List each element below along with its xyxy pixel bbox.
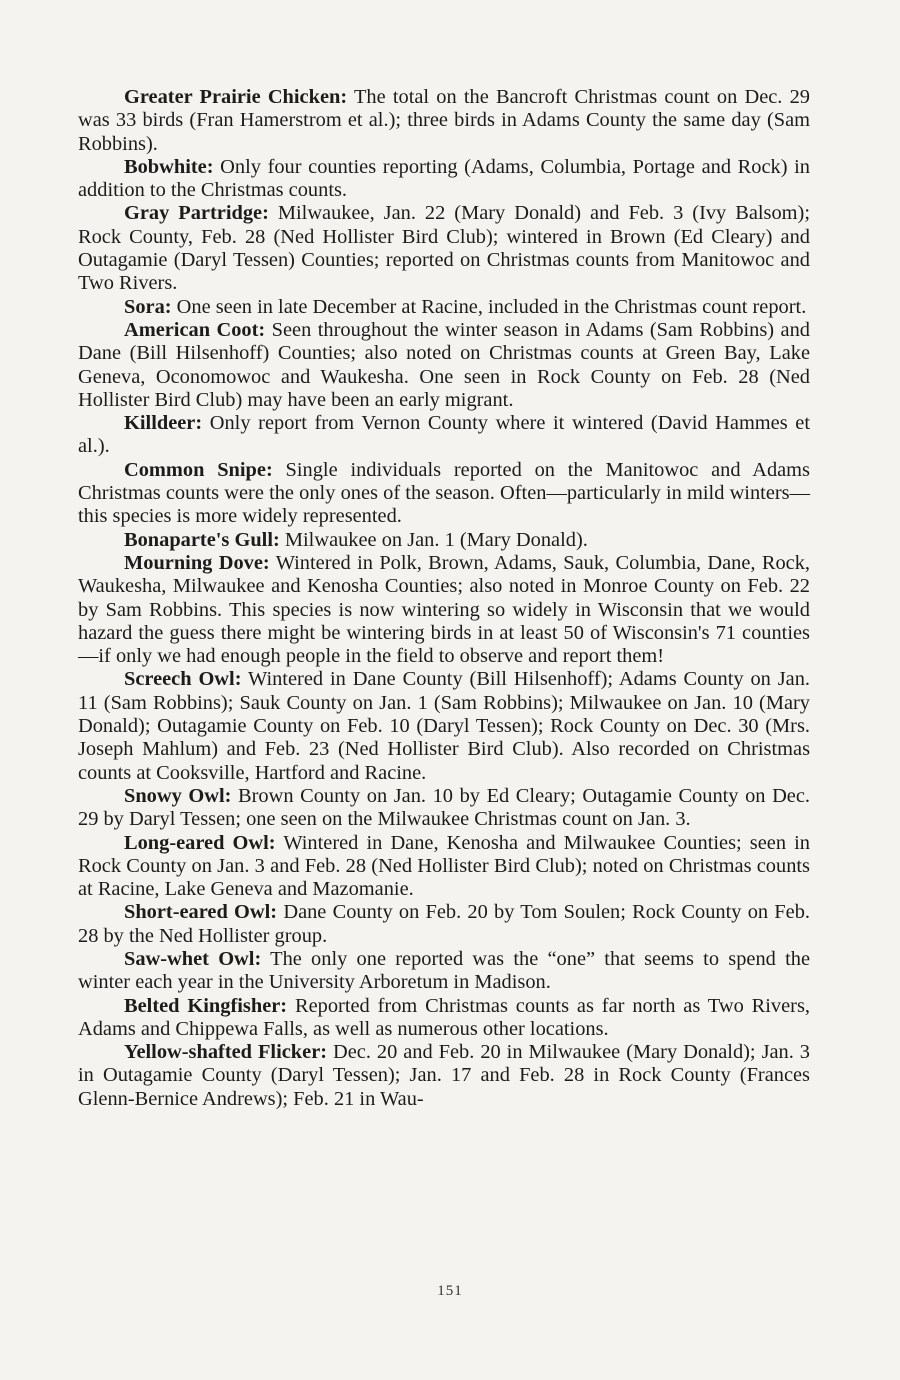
entry-gray-partridge: [78, 202, 810, 295]
entry-screech-owl: [78, 668, 810, 784]
entry-text: Wintered in Dane, Kenosha and Milwaukee Counties; seen in Rock County on Jan. 3 and Feb. 28 (Ned Hollister Bird Club); noted on Christmas counts at Racine, Lake Geneva and Mazomanie.: [78, 831, 810, 901]
entry-mourning-dove: [78, 552, 810, 668]
entry-text: Reported from Christmas counts as far north as Two Rivers, Adams and Chippewa Falls, as well as numerous other locations.: [78, 994, 810, 1040]
entry-sora: [78, 296, 810, 319]
entry-text: Only four counties reporting (Adams, Columbia, Portage and Rock) in addition to the Christmas counts.: [78, 155, 810, 202]
entry-common-snipe: [78, 459, 810, 529]
entry-text: Dec. 20 and Feb. 20 in Milwaukee (Mary Donald); Jan. 3 in Outagamie County (Daryl Tessen); Jan. 17 and Feb. 28 in Rock County (Frances Glenn-Bernice Andrews); Feb. 21 in Wau-: [78, 1041, 811, 1110]
entry-text: Dane County on Feb. 20 by Tom Soulen; Rock County on Feb. 28 by the Ned Hollister group.: [78, 901, 810, 947]
species-name: Greater Prairie Chicken:: [124, 86, 348, 108]
entry-yellow-shafted-flicker: [78, 1041, 810, 1111]
species-name: Gray Partridge:: [124, 202, 269, 225]
species-name: Screech Owl:: [124, 668, 242, 691]
entry-short-eared-owl: [78, 901, 810, 948]
species-name: Sora:: [124, 295, 172, 318]
entry-text: One seen in late December at Racine, included in the Christmas count report.: [171, 295, 807, 318]
entry-belted-kingfisher: [78, 995, 810, 1042]
species-name: Common Snipe:: [124, 458, 273, 481]
species-name: Mourning Dove:: [124, 551, 270, 574]
entry-american-coot: [78, 319, 810, 412]
entry-text: The total on the Bancroft Christmas count on Dec. 29 was 33 birds (Fran Hamerstrom et al.); three birds in Adams County the same day (Sam Robbins).: [78, 86, 810, 155]
species-name: Long-eared Owl:: [124, 831, 276, 854]
document-body: [78, 86, 810, 1111]
entry-text: Seen throughout the winter season in Adams (Sam Robbins) and Dane (Bill Hilsenhoff) Counties; also noted on Christmas counts at Green Bay, Lake Geneva, Oconomowoc and Waukesha. One seen in Rock County on Feb. 28 (Ned Hollister Bird Club) may have been an early migrant.: [78, 318, 810, 411]
species-name: Saw-whet Owl:: [124, 947, 262, 970]
entry-saw-whet-owl: [78, 948, 810, 995]
entry-text: Brown County on Jan. 10 by Ed Cleary; Outagamie County on Dec. 29 by Daryl Tessen; one seen on the Milwaukee Christmas count on Jan. 3.: [78, 784, 810, 831]
page-number: 151: [437, 1283, 463, 1299]
entry-bonapartes-gull: [78, 529, 810, 552]
entry-text: Single individuals reported on the Manitowoc and Adams Christmas counts were the only ones of the season. Often—particularly in mild winters—this species is more widely represented.: [78, 458, 810, 528]
entry-text: Only report from Vernon County where it wintered (David Hammes et al.).: [78, 412, 810, 458]
entry-text: Milwaukee, Jan. 22 (Mary Donald) and Feb. 3 (Ivy Balsom); Rock County, Feb. 28 (Ned Hollister Bird Club); wintered in Brown (Ed Cleary) and Outagamie (Daryl Tessen) Counties; reported on Christmas counts from Manitowoc and Two Rivers.: [78, 202, 810, 295]
species-name: Bobwhite:: [124, 155, 214, 178]
species-name: Killdeer:: [124, 412, 203, 435]
entry-text: Milwaukee on Jan. 1 (Mary Donald).: [279, 528, 588, 551]
entry-text: Wintered in Polk, Brown, Adams, Sauk, Columbia, Dane, Rock, Waukesha, Milwaukee and Kenosha Counties; also noted in Monroe County on Feb. 22 by Sam Robbins. This species is now wintering so widely in Wisconsin that we would hazard the guess there might be wintering birds in at least 50 of Wisconsin's 71 counties—if only we had enough people in the field to observe and report them!: [78, 551, 810, 668]
entry-text: Wintered in Dane County (Bill Hilsenhoff); Adams County on Jan. 11 (Sam Robbins); Sauk County on Jan. 1 (Sam Robbins); Milwaukee on Jan. 10 (Mary Donald); Outagamie County on Feb. 10 (Daryl Tessen); Rock County on Dec. 30 (Mrs. Joseph Mahlum) and Feb. 23 (Ned Hollister Bird Club). Also recorded on Christmas counts at Cooksville, Hartford and Racine.: [78, 668, 810, 784]
species-name: Snowy Owl:: [124, 784, 232, 807]
entry-long-eared-owl: [78, 832, 810, 902]
species-name: Bonaparte's Gull:: [124, 528, 280, 551]
entry-greater-prairie-chicken: [78, 86, 810, 156]
entry-snowy-owl: [78, 785, 810, 832]
entry-text: The only one reported was the “one” that seems to spend the winter each year in the University Arboretum in Madison.: [78, 947, 810, 994]
entry-killdeer: [78, 412, 810, 459]
species-name: Yellow-shafted Flicker:: [124, 1041, 328, 1064]
entry-bobwhite: [78, 156, 810, 203]
species-name: Belted Kingfisher:: [124, 994, 288, 1017]
species-name: Short-eared Owl:: [124, 901, 278, 924]
species-name: American Coot:: [124, 318, 266, 341]
